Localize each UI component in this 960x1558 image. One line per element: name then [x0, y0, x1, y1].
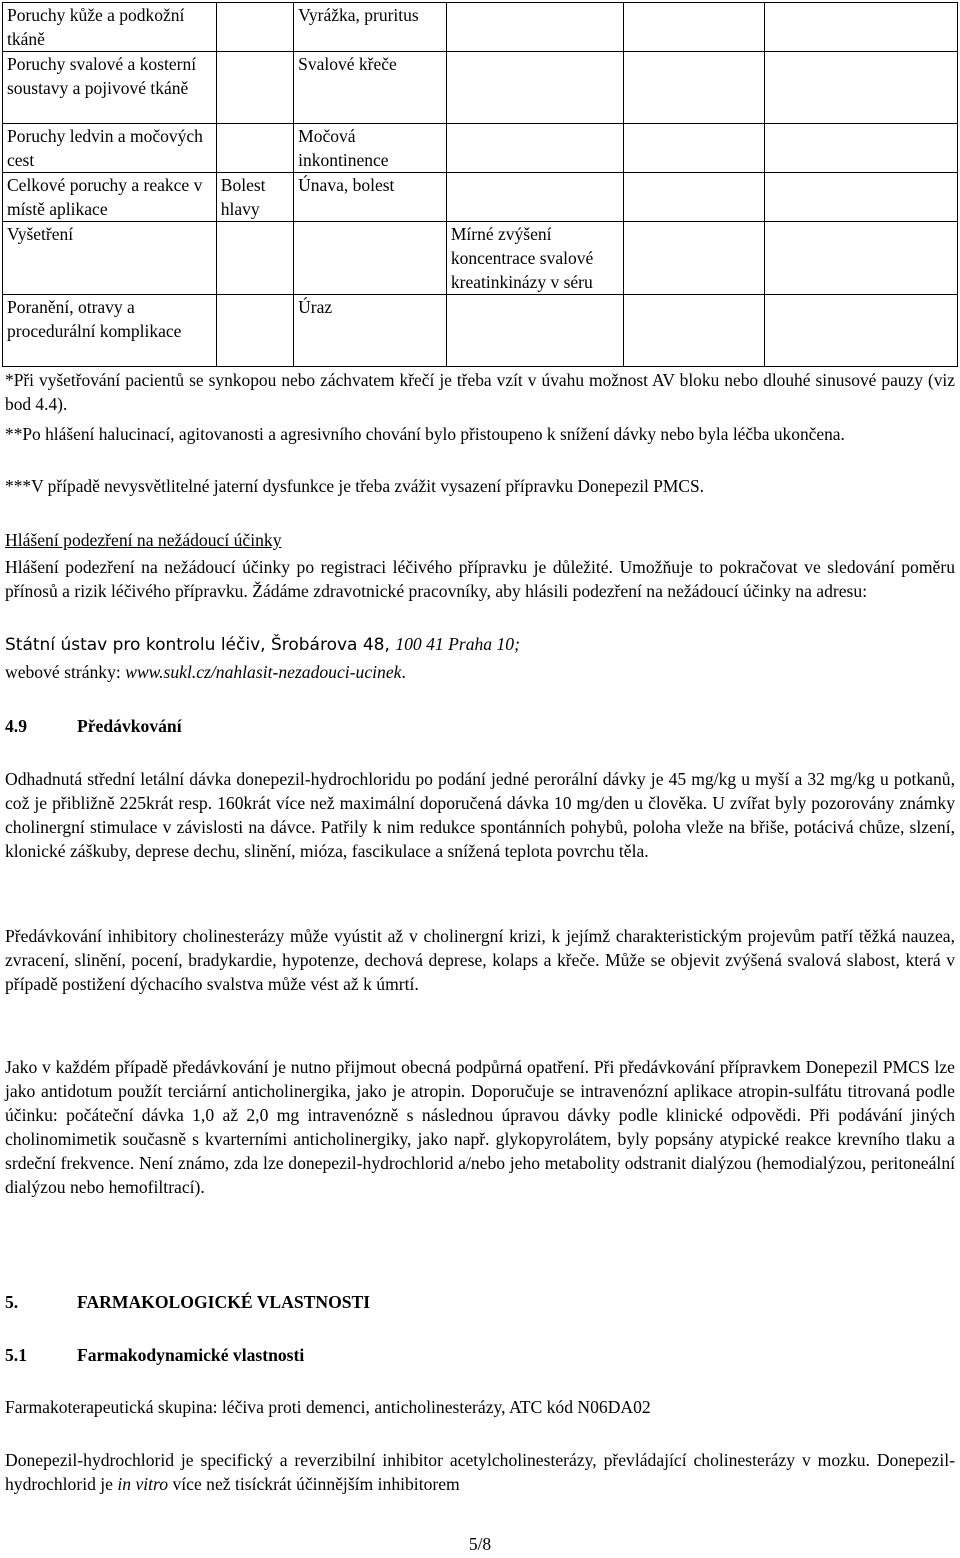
reporting-web	[5, 660, 955, 684]
frequency-cell	[764, 222, 957, 295]
section-number: 5.1	[5, 1345, 27, 1365]
frequency-cell	[764, 295, 957, 367]
adverse-effects-table	[2, 2, 958, 367]
section-title: FARMAKOLOGICKÉ VLASTNOSTI	[77, 1292, 371, 1312]
frequency-cell	[216, 222, 293, 295]
section-number: 5.	[5, 1292, 19, 1312]
section-4-9-paragraph-1: Odhadnutá střední letální dávka donepezil-hydrochloridu po podání jedné perorální dávky je 45 mg/kg u myší a 32 mg/kg u potkanů, což je přibližně 225krát resp. 160krát více než maximální doporučená dávka 10 mg/den u člověka. U zvířat byly pozorovány známky cholinergní stimulace v závislosti na dávce. Patřily k nim redukce spontánních pohybů, poloha vleže na břiše, potácivá chůze, slzení, klonické záškuby, deprese dechu, slinění, mióza, fascikulace a snížená teplota povrchu těla.	[5, 769, 955, 861]
section-4-9-paragraph-3: Jako v každém případě předávkování je nutno přijmout obecná podpůrná opatření. Při předávkování přípravkem Donepezil PMCS lze jako antidotum použít terciární anticholinergika, jako je atropin. Doporučuje se intravenózní aplikace atropin-sulfátu titrovaná podle účinku: počáteční dávka 1,0 až 2,0 mg intravenózně s následnou úpravou dávky podle klinické odpovědi. Při podávání jiných cholinomimetik současně s kvarterními anticholinergiky, jako např. glykopyrolátem, byly popsány atypické reakce krevního tlaku a srdeční frekvence. Není známo, zda lze donepezil-hydrochlorid a/nebo jeho metabolity odstranit dialýzou (hemodialýzou, peritoneální dialýzou nebo hemofiltrací).	[5, 1057, 955, 1197]
section-5-1-heading	[5, 1343, 955, 1367]
section-title: Předávkování	[77, 716, 182, 736]
web-end: .	[401, 662, 406, 682]
frequency-cell: Únava, bolest	[294, 173, 447, 222]
frequency-cell	[764, 124, 957, 173]
footnote-1: *Při vyšetřování pacientů se synkopou nebo záchvatem křečí je třeba vzít v úvahu možnost AV bloku nebo dlouhé sinusové pauzy (viz bod 4.4).	[5, 370, 955, 414]
frequency-cell	[446, 52, 623, 124]
reporting-address	[5, 632, 955, 657]
frequency-cell	[624, 295, 765, 367]
frequency-cell	[216, 295, 293, 367]
table-row	[3, 124, 958, 173]
frequency-cell	[764, 52, 957, 124]
soc-cell: Vyšetření	[3, 222, 217, 295]
address-city: 100 41 Praha 10;	[395, 634, 520, 654]
frequency-cell	[216, 52, 293, 124]
soc-cell: Poranění, otravy a procedurální komplikace	[3, 295, 217, 367]
footnote-2: **Po hlášení halucinací, agitovanosti a agresivního chování bylo přistoupeno k snížení dávky nebo byla léčba ukončena.	[5, 424, 845, 444]
frequency-cell	[624, 3, 765, 52]
frequency-cell	[446, 3, 623, 52]
soc-cell: Poruchy kůže a podkožní tkáně	[3, 3, 217, 52]
footnote-3: ***V případě nevysvětlitelné jaterní dysfunkce je třeba zvážit vysazení přípravku Donepezil PMCS.	[5, 476, 704, 496]
section-5-1-paragraph-2	[5, 1448, 955, 1496]
section-5-1-paragraph-1: Farmakoterapeutická skupina: léčiva proti demenci, anticholinesterázy, ATC kód N06DA02	[5, 1397, 651, 1417]
soc-cell: Poruchy ledvin a močových cest	[3, 124, 217, 173]
soc-cell: Celkové poruchy a reakce v místě aplikace	[3, 173, 217, 222]
frequency-cell	[446, 295, 623, 367]
frequency-cell	[446, 124, 623, 173]
soc-cell: Poruchy svalové a kosterní soustavy a pojivové tkáně	[3, 52, 217, 124]
section-title: Farmakodynamické vlastnosti	[77, 1345, 305, 1365]
frequency-cell	[624, 222, 765, 295]
frequency-cell	[764, 3, 957, 52]
table-row	[3, 173, 958, 222]
section-4-9-heading	[5, 714, 955, 738]
section-5-heading	[5, 1290, 955, 1314]
section-number: 4.9	[5, 716, 27, 736]
reporting-heading: Hlášení podezření na nežádoucí účinky	[5, 530, 282, 550]
section-4-9-paragraph-2: Předávkování inhibitory cholinesterázy může vyústit až v cholinergní krizi, k jejímž charakteristickým projevům patří těžká nauzea, zvracení, slinění, pocení, bradykardie, hypotenze, dechová deprese, kolaps a křeče. Může se objevit zvýšená svalová slabost, která v případě postižení dýchacího svalstva může vést až k úmrtí.	[5, 926, 955, 994]
page-number: 5/8	[468, 1534, 492, 1554]
frequency-cell	[216, 3, 293, 52]
frequency-cell	[624, 52, 765, 124]
address-text: Státní ústav pro kontrolu léčiv, Šrobárova 48,	[5, 635, 396, 655]
web-label: webové stránky:	[5, 662, 126, 682]
frequency-cell: Úraz	[294, 295, 447, 367]
frequency-cell	[764, 173, 957, 222]
frequency-cell: Svalové křeče	[294, 52, 447, 124]
web-link[interactable]: www.sukl.cz/nahlasit-nezadouci-ucinek	[125, 662, 402, 682]
p2-end: více než tisíckrát účinnějším inhibitorem	[168, 1474, 460, 1494]
p2-italic: in vitro	[117, 1474, 169, 1494]
frequency-cell	[624, 124, 765, 173]
table-row	[3, 222, 958, 295]
p2-start: Donepezil-hydrochlorid je specifický a reverzibilní inhibitor acetylcholinesterázy, převládající cholinesterázy v mozku. Donepezil-hydrochlorid je	[5, 1450, 955, 1494]
table-row	[3, 3, 958, 52]
frequency-cell: Bolest hlavy	[216, 173, 293, 222]
reporting-body: Hlášení podezření na nežádoucí účinky po registraci léčivého přípravku je důležité. Umožňuje to pokračovat ve sledování poměru přínosů a rizik léčivého přípravku. Žádáme zdravotnické pracovníky, aby hlásili podezření na nežádoucí účinky na adresu:	[5, 557, 955, 601]
frequency-cell	[216, 124, 293, 173]
frequency-cell: Močová inkontinence	[294, 124, 447, 173]
frequency-cell: Vyrážka, pruritus	[294, 3, 447, 52]
frequency-cell	[446, 173, 623, 222]
frequency-cell	[624, 173, 765, 222]
table-row	[3, 295, 958, 367]
frequency-cell: Mírné zvýšení koncentrace svalové kreatinkinázy v séru	[446, 222, 623, 295]
frequency-cell	[294, 222, 447, 295]
table-row	[3, 52, 958, 124]
